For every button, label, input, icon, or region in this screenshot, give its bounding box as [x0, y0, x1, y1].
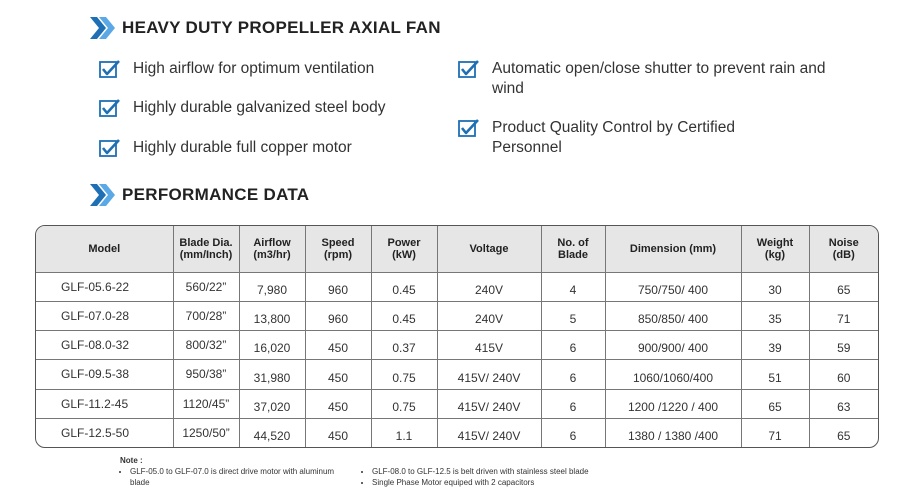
column-header: [809, 226, 878, 272]
table-row: [36, 418, 878, 447]
table-cell: 0.45: [371, 272, 437, 301]
table-cell: 415V/ 240V: [437, 360, 541, 389]
table-cell: 71: [741, 418, 809, 447]
column-header-line: (dB): [832, 248, 855, 261]
column-header: [36, 226, 173, 272]
table-cell: 0.75: [371, 389, 437, 418]
table-cell: 700/28”: [173, 301, 239, 330]
column-header-line: Voltage: [469, 242, 509, 255]
table-cell: 44,520: [239, 418, 305, 447]
table-cell: 65: [809, 272, 878, 301]
note-item: • GLF-05.0 to GLF-07.0 is direct drive motor with aluminum blade: [130, 466, 350, 488]
table-cell: 415V/ 240V: [437, 389, 541, 418]
feature-item: [99, 59, 374, 79]
checkbox-check-icon: [458, 118, 480, 138]
table-cell: 13,800: [239, 301, 305, 330]
table-cell: 65: [741, 389, 809, 418]
table-cell: 7,980: [239, 272, 305, 301]
table-cell: 0.75: [371, 360, 437, 389]
column-header-line: Airflow: [253, 236, 291, 249]
table-cell: 35: [741, 301, 809, 330]
table-cell: 450: [305, 360, 371, 389]
column-header-line: Model: [88, 242, 121, 255]
column-header-line: Noise: [828, 236, 859, 249]
notes-heading: Note :: [120, 456, 143, 465]
table-cell: 59: [809, 331, 878, 360]
column-header: [173, 226, 239, 272]
table-cell: 0.37: [371, 331, 437, 360]
table-cell: 1120/45”: [173, 389, 239, 418]
feature-text: Automatic open/close shutter to prevent rain and wind: [492, 60, 826, 97]
table-cell: 4: [541, 272, 605, 301]
feature-text: Highly durable galvanized steel body: [133, 99, 386, 116]
feature-text: Highly durable full copper motor: [133, 139, 352, 156]
table-cell: GLF-11.2-45: [36, 389, 173, 418]
table-cell: 31,980: [239, 360, 305, 389]
table-cell: 450: [305, 418, 371, 447]
feature-text: High airflow for optimum ventilation: [133, 60, 375, 77]
table-cell: 37,020: [239, 389, 305, 418]
table-cell: 950/38”: [173, 360, 239, 389]
column-header: [541, 226, 605, 272]
checkbox-check-icon: [458, 59, 480, 79]
table-cell: 850/850/ 400: [605, 301, 741, 330]
note-item: • GLF-08.0 to GLF-12.5 is belt driven with stainless steel blade: [372, 466, 682, 477]
feature-item: [458, 59, 838, 99]
table-row: [36, 272, 878, 301]
table-row: [36, 389, 878, 418]
table-cell: 6: [541, 331, 605, 360]
table-cell: 960: [305, 272, 371, 301]
table-cell: 800/32”: [173, 331, 239, 360]
column-header-line: (kW): [392, 248, 416, 261]
section-heading-fan: [90, 17, 441, 39]
column-header: [305, 226, 371, 272]
feature-item: [99, 138, 352, 158]
notes-right: [362, 466, 682, 488]
table-cell: GLF-05.6-22: [36, 272, 173, 301]
table-cell: 450: [305, 331, 371, 360]
column-header-line: Speed: [321, 236, 355, 249]
column-header: [239, 226, 305, 272]
feature-item: [99, 98, 385, 118]
table-cell: 63: [809, 389, 878, 418]
table-cell: 1200 /1220 / 400: [605, 389, 741, 418]
table-cell: 450: [305, 389, 371, 418]
table-cell: 1250/50”: [173, 418, 239, 447]
table-cell: 240V: [437, 301, 541, 330]
table-cell: 6: [541, 360, 605, 389]
checkbox-check-icon: [99, 138, 121, 158]
column-header: [437, 226, 541, 272]
section-heading-performance: [90, 184, 309, 206]
performance-table: [35, 225, 879, 448]
table-cell: 1380 / 1380 /400: [605, 418, 741, 447]
section-title: PERFORMANCE DATA: [122, 185, 310, 204]
table-row: [36, 360, 878, 389]
table-cell: GLF-12.5-50: [36, 418, 173, 447]
table-cell: 6: [541, 389, 605, 418]
table-header-row: [36, 226, 878, 272]
column-header-line: No. of: [557, 236, 589, 249]
table-cell: 39: [741, 331, 809, 360]
table-cell: 1.1: [371, 418, 437, 447]
table-cell: 1060/1060/400: [605, 360, 741, 389]
note-item: • Single Phase Motor equiped with 2 capacitors: [372, 477, 682, 488]
table-cell: GLF-09.5-38: [36, 360, 173, 389]
column-header-line: (m3/hr): [253, 248, 291, 261]
table-cell: 415V/ 240V: [437, 418, 541, 447]
table-cell: 0.45: [371, 301, 437, 330]
table-cell: 900/900/ 400: [605, 331, 741, 360]
checkbox-check-icon: [99, 59, 121, 79]
table-cell: 560/22”: [173, 272, 239, 301]
table-cell: 30: [741, 272, 809, 301]
table-cell: GLF-08.0-32: [36, 331, 173, 360]
table-cell: 60: [809, 360, 878, 389]
table-cell: GLF-07.0-28: [36, 301, 173, 330]
column-header-line: Power: [387, 236, 421, 249]
feature-item: [458, 118, 778, 158]
checkbox-check-icon: [99, 98, 121, 118]
column-header-line: (rpm): [323, 248, 353, 261]
column-header-line: (kg): [764, 248, 786, 261]
table-cell: 415V: [437, 331, 541, 360]
column-header-line: Blade: [558, 248, 588, 261]
table-cell: 750/750/ 400: [605, 272, 741, 301]
feature-text: Product Quality Control by Certified Personnel: [492, 119, 735, 156]
column-header-line: Weight: [756, 236, 794, 249]
column-header: [605, 226, 741, 272]
table-cell: 71: [809, 301, 878, 330]
table-cell: 16,020: [239, 331, 305, 360]
double-chevron-icon: [90, 17, 116, 39]
column-header-line: Dimension (mm): [629, 242, 717, 255]
table-cell: 5: [541, 301, 605, 330]
column-header-line: (mm/Inch): [179, 248, 233, 261]
table-cell: 6: [541, 418, 605, 447]
table-cell: 240V: [437, 272, 541, 301]
notes-left: [120, 455, 350, 488]
table-row: [36, 301, 878, 330]
table-cell: 960: [305, 301, 371, 330]
double-chevron-icon: [90, 184, 116, 206]
table-row: [36, 331, 878, 360]
section-title: HEAVY DUTY PROPELLER AXIAL FAN: [122, 18, 441, 37]
table-cell: 65: [837, 429, 851, 443]
table-cell: 51: [741, 360, 809, 389]
column-header: [741, 226, 809, 272]
column-header: [371, 226, 437, 272]
column-header-line: Blade Dia.: [179, 236, 233, 249]
